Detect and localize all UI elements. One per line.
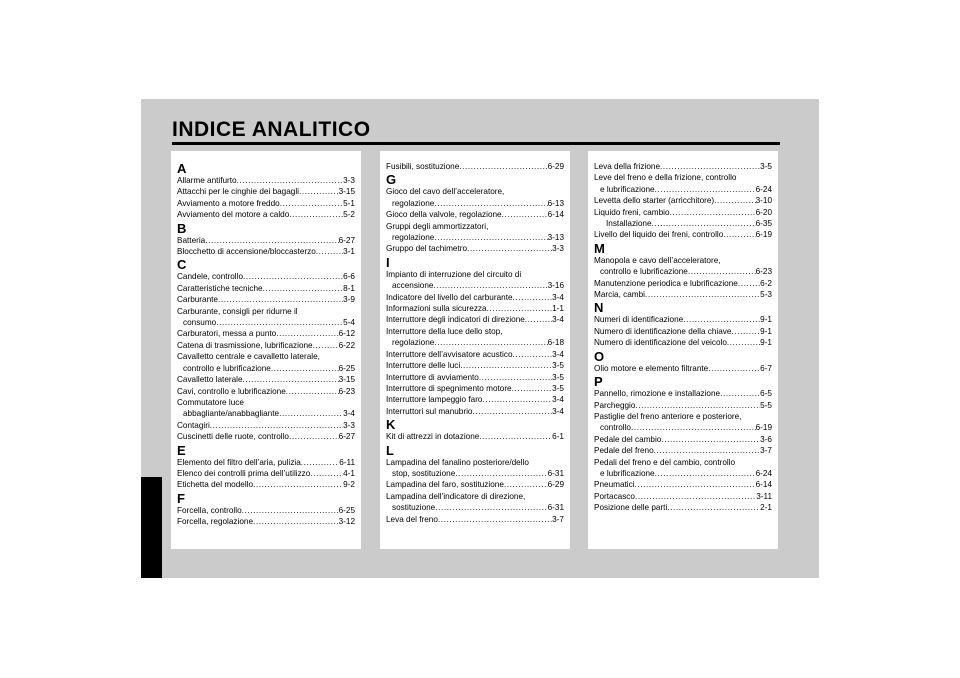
index-page-number: 6-35: [755, 219, 772, 229]
index-entry-text: e lubrificazione: [600, 184, 655, 194]
leader-dots: [661, 434, 760, 445]
index-page-number: 6-29: [547, 162, 564, 171]
index-entry: Leve del freno e della frizione, controllo: [594, 173, 737, 183]
index-entry-text: Contagiri: [177, 420, 210, 430]
index-page-number: 9-2: [343, 480, 355, 490]
leader-dots: [631, 422, 756, 433]
index-entry-text: abbagliante/anabbagliante: [183, 409, 280, 419]
index-page-number: 6-24: [755, 468, 772, 478]
index-page-number: 3-12: [338, 517, 355, 527]
index-entry-text: Parcheggio: [594, 400, 636, 410]
index-entry: [386, 280, 564, 291]
index-entry: Impianto di interruzione del circuito di: [386, 269, 522, 279]
index-page-number: 6-31: [547, 503, 564, 513]
index-entry-text: Avviamento del motore a caldo: [177, 210, 290, 220]
index-page-number: 3-4: [552, 292, 564, 302]
leader-dots: [654, 445, 761, 456]
leader-dots: [460, 360, 552, 371]
index-page-number: 3-3: [343, 420, 355, 430]
index-entry-text: Carburatori, messa a punto: [177, 329, 277, 339]
index-entry: [386, 431, 564, 442]
leader-dots: [216, 317, 343, 328]
index-entry: [594, 195, 772, 206]
leader-dots: [667, 502, 760, 513]
index-page-number: 3-3: [552, 244, 564, 254]
index-entry-text: Lampadina del faro, sostituzione: [386, 480, 504, 490]
leader-dots: [525, 314, 552, 325]
index-entry: [594, 337, 772, 348]
index-entry: [594, 207, 772, 218]
index-page-number: 6-25: [338, 363, 355, 373]
index-entry: [177, 271, 355, 282]
index-entry-text: Candele, controllo: [177, 272, 243, 282]
index-page-number: 3-10: [755, 196, 772, 206]
index-section-letter: E: [177, 442, 186, 458]
index-page-number: 6-19: [755, 230, 772, 240]
leader-dots: [738, 278, 760, 289]
index-page-number: 3-4: [552, 406, 564, 416]
index-section-letter: F: [177, 490, 185, 506]
index-entry: [594, 468, 772, 479]
index-entry: [386, 479, 564, 490]
index-page-number: 3-5: [552, 372, 564, 382]
index-page-number: 3-9: [343, 295, 355, 305]
index-page-number: 6-6: [343, 272, 355, 282]
index-entry-text: Interruttore delle luci: [386, 361, 461, 371]
index-column-2: [380, 151, 570, 549]
index-entry-text: Cavi, controllo e lubrificazione: [177, 386, 286, 396]
index-entry: Cavalletto centrale e cavalletto laterale,: [177, 352, 320, 362]
index-entry: [594, 479, 772, 490]
index-entry: [386, 232, 564, 243]
leader-dots: [434, 337, 547, 348]
index-page-number: 6-23: [755, 267, 772, 277]
leader-dots: [271, 363, 339, 374]
index-entry-text: Cuscinetti delle ruote, controllo: [177, 432, 289, 442]
index-entry: [177, 420, 355, 431]
index-entry-text: Leva della frizione: [594, 162, 660, 171]
index-entry-text: controllo: [600, 423, 631, 433]
index-entry-text: Leva del freno: [386, 514, 438, 524]
index-page-number: 3-5: [552, 361, 564, 371]
index-entry: [177, 328, 355, 339]
index-column-1: [171, 151, 361, 549]
index-entry: Gioco del cavo dell’acceleratore,: [386, 187, 505, 197]
leader-dots: [253, 516, 339, 527]
index-section-letter: G: [386, 172, 397, 188]
index-entry: [177, 186, 355, 197]
index-page-number: 3-4: [552, 395, 564, 405]
index-page-number: 3-11: [756, 491, 772, 501]
index-entry: [177, 408, 355, 419]
index-entry: [594, 161, 772, 172]
leader-dots: [731, 326, 760, 337]
index-entry-text: Livello del liquido dei freni, controllo: [594, 230, 724, 240]
index-entry: [177, 246, 355, 257]
index-entry: [177, 363, 355, 374]
index-entry: [386, 198, 564, 209]
leader-dots: [237, 175, 344, 186]
leader-dots: [310, 468, 343, 479]
index-page-number: 3-15: [338, 375, 355, 385]
index-entry: [386, 314, 564, 325]
index-page-number: 6-1: [552, 432, 564, 442]
index-page-number: 3-16: [547, 281, 564, 291]
index-entry: [177, 374, 355, 385]
index-section-letter: C: [177, 257, 187, 273]
index-entry-text: Gruppo del tachimetro: [386, 244, 468, 254]
leader-dots: [635, 400, 760, 411]
index-entry-text: Interruttori sul manubrio: [386, 406, 473, 416]
leader-dots: [720, 388, 760, 399]
index-entry-text: Interruttore dell’avvisatore acustico: [386, 349, 513, 359]
index-page-number: 8-1: [343, 283, 355, 293]
leader-dots: [714, 195, 755, 206]
index-entry: [386, 349, 564, 360]
index-entry: Pastiglie del freno anteriore e posteriore,: [594, 411, 742, 421]
index-entry-text: regolazione: [392, 198, 435, 208]
index-entry-text: Interruttore di avviamento: [386, 372, 479, 382]
index-entry-text: Pedale del cambio: [594, 434, 662, 444]
index-section-letter: I: [386, 254, 390, 270]
index-section-letter: B: [177, 220, 187, 236]
index-entry: [386, 243, 564, 254]
index-page-number: 6-24: [755, 184, 772, 194]
index-page-number: 5-1: [343, 198, 355, 208]
index-entry-text: Numeri di identificazione: [594, 315, 684, 325]
leader-dots: [472, 406, 552, 417]
leader-dots: [280, 198, 343, 209]
index-entry-text: Allarme antifurto: [177, 176, 237, 185]
index-page-number: 3-15: [338, 187, 355, 197]
index-entry: [386, 360, 564, 371]
index-entry-text: Installazione: [606, 219, 652, 229]
leader-dots: [438, 514, 552, 525]
index-page-number: 6-31: [547, 468, 564, 478]
index-entry: [177, 209, 355, 220]
index-entry: [594, 184, 772, 195]
index-page-number: 6-22: [338, 340, 355, 350]
index-page-number: 6-12: [338, 329, 355, 339]
index-page-number: 6-27: [338, 235, 355, 245]
index-entry: [386, 502, 564, 513]
index-entry-text: Kit di attrezzi in dotazione: [386, 432, 480, 442]
leader-dots: [504, 479, 548, 490]
index-entry: [386, 303, 564, 314]
index-section-letter: A: [177, 161, 187, 176]
leader-dots: [487, 303, 553, 314]
index-entry-text: Pneumatici: [594, 480, 635, 490]
index-entry: [594, 445, 772, 456]
index-entry-text: Indicatore del livello del carburante: [386, 292, 513, 302]
leader-dots: [210, 420, 343, 431]
index-entry-text: Fusibili, sostituzione: [386, 162, 460, 171]
index-page-number: 3-13: [547, 233, 564, 243]
index-page-number: 6-7: [760, 363, 772, 373]
leader-dots: [652, 218, 756, 229]
index-page-number: 6-27: [338, 432, 355, 442]
index-page-number: 3-6: [760, 434, 772, 444]
leader-dots: [660, 161, 760, 172]
index-entry: [594, 266, 772, 277]
index-page-number: 4-1: [343, 468, 355, 478]
index-entry-text: Pedale del freno: [594, 446, 654, 456]
index-page-number: 3-3: [343, 176, 355, 185]
index-page-number: 9-1: [760, 326, 772, 336]
leader-dots: [467, 243, 552, 254]
index-entry-text: Interruttore lampeggio faro: [386, 395, 483, 405]
leader-dots: [513, 349, 553, 360]
index-entry: [386, 209, 564, 220]
index-page-number: 3-1: [343, 247, 355, 257]
index-entry-text: Carburante: [177, 295, 218, 305]
index-entry: [177, 431, 355, 442]
index-section-letter: M: [594, 240, 605, 256]
page-title: INDICE ANALITICO: [172, 118, 371, 141]
leader-dots: [435, 502, 547, 513]
index-entry: [386, 372, 564, 383]
leader-dots: [645, 289, 760, 300]
leader-dots: [263, 283, 344, 294]
index-entry: Lampadina del fanalino posteriore/dello: [386, 457, 529, 467]
index-entry: Lampadina dell’indicatore di direzione,: [386, 491, 526, 501]
index-page-number: 5-2: [343, 210, 355, 220]
leader-dots: [688, 266, 756, 277]
index-entry-text: Cavalletto laterale: [177, 375, 243, 385]
index-page-number: 3-5: [760, 162, 772, 171]
index-entry: [177, 283, 355, 294]
index-entry-text: Levetta dello starter (arricchitore): [594, 196, 715, 206]
index-page-number: 6-14: [755, 480, 772, 490]
leader-dots: [253, 479, 343, 490]
leader-dots: [635, 479, 756, 490]
index-column-3: [588, 151, 778, 549]
leader-dots: [301, 457, 339, 468]
leader-dots: [434, 232, 547, 243]
index-entry-text: stop, sostituzione: [392, 468, 456, 478]
index-entry: [594, 434, 772, 445]
index-page-number: 3-5: [552, 383, 564, 393]
index-entry-text: Informazioni sulla sicurezza: [386, 304, 487, 314]
index-entry-text: consumo: [183, 318, 217, 328]
index-entry: [594, 326, 772, 337]
index-entry-text: accensione: [392, 281, 434, 291]
index-entry-text: Batteria: [177, 235, 206, 245]
index-entry: [177, 516, 355, 527]
index-entry-text: Numero di identificazione della chiave: [594, 326, 732, 336]
leader-dots: [655, 184, 756, 195]
index-section-letter: L: [386, 442, 394, 458]
index-page-number: 5-3: [760, 290, 772, 300]
leader-dots: [218, 294, 343, 305]
leader-dots: [723, 229, 755, 240]
index-entry: Interruttore della luce dello stop,: [386, 326, 503, 336]
index-entry: Carburante, consigli per ridurne il: [177, 306, 298, 316]
leader-dots: [708, 363, 760, 374]
index-entry: [177, 479, 355, 490]
index-page-number: 1-1: [552, 304, 564, 314]
leader-dots: [635, 491, 756, 502]
leader-dots: [289, 209, 343, 220]
leader-dots: [670, 207, 756, 218]
index-entry: [594, 229, 772, 240]
index-entry: [177, 317, 355, 328]
index-section-letter: N: [594, 300, 604, 316]
index-entry-text: Liquido freni, cambio: [594, 207, 670, 217]
index-page-number: 6-23: [338, 386, 355, 396]
index-page-number: 6-14: [547, 210, 564, 220]
index-entry-text: Avviamento a motore freddo: [177, 198, 280, 208]
index-page-number: 5-4: [343, 318, 355, 328]
index-entry: [177, 386, 355, 397]
index-page-number: 3-7: [552, 514, 564, 524]
index-entry: [594, 400, 772, 411]
index-entry: Commutatore luce: [177, 397, 244, 407]
index-entry: [594, 502, 772, 513]
index-entry-text: Portacasco: [594, 491, 635, 501]
index-entry-text: Attacchi per le cinghie dei bagagli: [177, 187, 299, 197]
leader-dots: [434, 198, 547, 209]
index-entry: [177, 175, 355, 186]
index-entry: [386, 468, 564, 479]
title-underline: [172, 142, 780, 145]
index-page-number: 6-29: [547, 480, 564, 490]
index-entry-text: sostituzione: [392, 503, 436, 513]
leader-dots: [316, 246, 343, 257]
section-tab-marker: [141, 477, 162, 578]
index-entry-text: Manutenzione periodica e lubrificazione: [594, 278, 738, 288]
index-page-number: 6-20: [755, 207, 772, 217]
index-entry-text: Marcia, cambi: [594, 290, 645, 300]
index-page-number: 6-25: [338, 505, 355, 515]
index-section-letter: K: [386, 417, 396, 433]
leader-dots: [479, 372, 552, 383]
index-entry: [594, 314, 772, 325]
index-entry: Pedali del freno e del cambio, controllo: [594, 457, 736, 467]
index-entry: Gruppi degli ammortizzatori,: [386, 221, 489, 231]
index-entry-text: Numero di identificazione del veicolo: [594, 338, 727, 348]
index-page-number: 6-2: [760, 278, 772, 288]
index-entry-text: Blocchetto di accensione/bloccasterzo: [177, 247, 316, 257]
index-entry-text: Pannello, rimozione e installazione: [594, 389, 721, 399]
index-page-number: 3-4: [552, 315, 564, 325]
index-entry: Manopola e cavo dell’acceleratore,: [594, 255, 721, 265]
index-entry-text: controllo e lubrificazione: [600, 267, 688, 277]
index-entry: [386, 161, 564, 172]
index-entry: [594, 491, 772, 502]
index-section-letter: O: [594, 348, 605, 364]
index-page-number: 9-1: [760, 338, 772, 348]
leader-dots: [286, 386, 339, 397]
leader-dots: [433, 280, 547, 291]
index-entry-text: Catena di trasmissione, lubrificazione: [177, 340, 313, 350]
index-entry: [594, 218, 772, 229]
index-entry-text: Etichetta del modello: [177, 480, 254, 490]
index-entry: [177, 457, 355, 468]
index-entry-text: Caratteristiche tecniche: [177, 283, 263, 293]
index-page-number: 5-5: [760, 400, 772, 410]
index-section-letter: P: [594, 374, 603, 390]
index-entry: [386, 383, 564, 394]
leader-dots: [479, 431, 552, 442]
index-page-number: 3-4: [343, 409, 355, 419]
leader-dots: [482, 394, 552, 405]
leader-dots: [313, 340, 339, 351]
leader-dots: [289, 431, 339, 442]
index-entry: [386, 406, 564, 417]
index-entry: [594, 388, 772, 399]
index-entry: [177, 235, 355, 246]
leader-dots: [513, 292, 553, 303]
leader-dots: [243, 271, 343, 282]
index-entry-text: Forcella, regolazione: [177, 517, 254, 527]
index-entry-text: Forcella, controllo: [177, 505, 242, 515]
index-entry: [177, 340, 355, 351]
leader-dots: [455, 468, 547, 479]
index-entry-text: Posizione delle parti: [594, 503, 668, 513]
index-entry: [177, 505, 355, 516]
index-entry: [177, 198, 355, 209]
leader-dots: [279, 408, 343, 419]
index-page-number: 6-11: [339, 457, 355, 467]
index-entry: [594, 289, 772, 300]
leader-dots: [683, 314, 760, 325]
index-entry-text: e lubrificazione: [600, 468, 655, 478]
index-entry-text: Elenco dei controlli prima dell’utilizzo: [177, 468, 311, 478]
leader-dots: [205, 235, 338, 246]
index-entry-text: Olio motore e elemento filtrante: [594, 363, 709, 373]
index-entry-text: regolazione: [392, 233, 435, 243]
leader-dots: [242, 505, 339, 516]
leader-dots: [727, 337, 760, 348]
index-entry-text: Interruttore di spegnimento motore: [386, 383, 512, 393]
index-page-number: 9-1: [760, 315, 772, 325]
index-entry-text: Elemento del filtro dell’aria, pulizia: [177, 457, 301, 467]
index-page-number: 3-4: [552, 349, 564, 359]
index-entry-text: regolazione: [392, 338, 435, 348]
index-entry: [386, 394, 564, 405]
index-entry-text: Interruttore degli indicatori di direzione: [386, 315, 525, 325]
index-entry: [386, 292, 564, 303]
leader-dots: [512, 383, 553, 394]
index-entry: [177, 294, 355, 305]
leader-dots: [459, 161, 547, 172]
leader-dots: [243, 374, 339, 385]
leader-dots: [276, 328, 338, 339]
leader-dots: [299, 186, 339, 197]
index-entry: [594, 363, 772, 374]
index-entry: [386, 514, 564, 525]
index-entry-text: Gioco della valvole, regolazione: [386, 210, 502, 220]
index-page-number: 6-5: [760, 389, 772, 399]
index-entry: [177, 468, 355, 479]
index-entry: [386, 337, 564, 348]
leader-dots: [655, 468, 756, 479]
index-entry: [594, 278, 772, 289]
index-page-number: 6-13: [547, 198, 564, 208]
index-entry-text: controllo e lubrificazione: [183, 363, 271, 373]
leader-dots: [502, 209, 548, 220]
index-page-number: 6-19: [755, 423, 772, 433]
index-page-number: 6-18: [547, 338, 564, 348]
index-page-number: 2-1: [760, 503, 772, 513]
index-entry: [594, 422, 772, 433]
index-page-number: 3-7: [760, 446, 772, 456]
